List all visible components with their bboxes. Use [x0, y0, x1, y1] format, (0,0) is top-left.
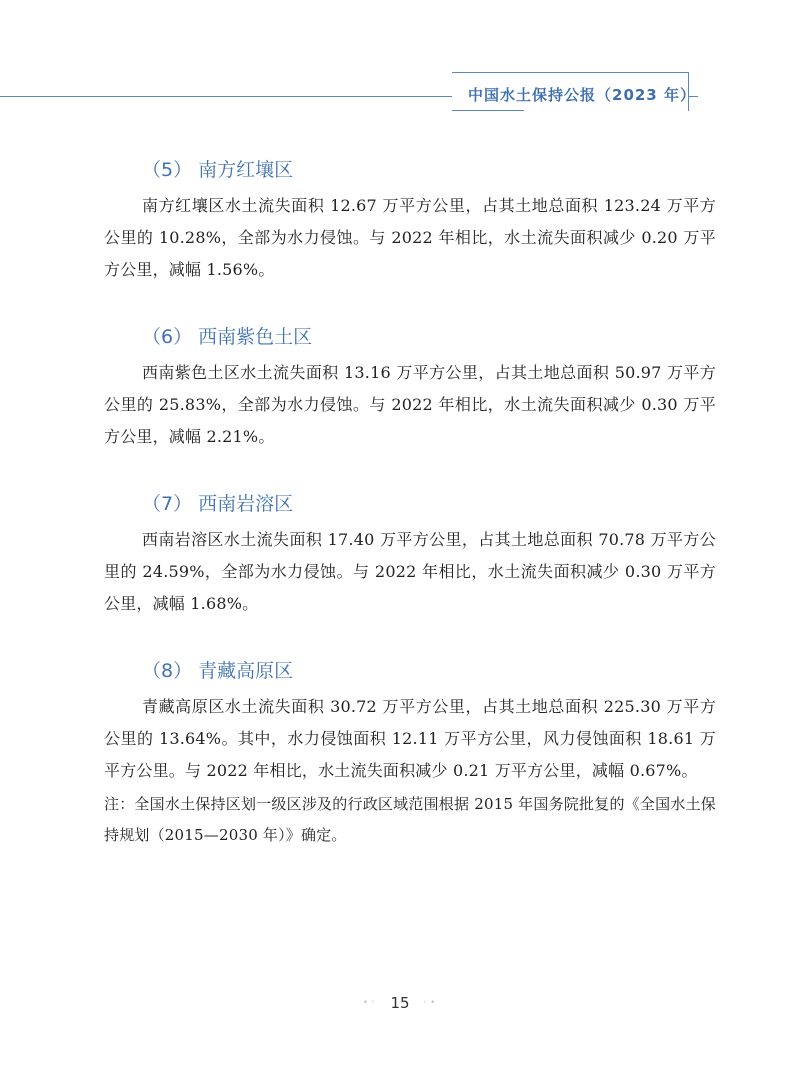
- running-header-title: 中国水土保持公报（2023 年）: [468, 86, 696, 104]
- section-paragraph: 南方红壤区水土流失面积 12.67 万平方公里，占其土地总面积 123.24 万平方公里的 10.28%，全部为水力侵蚀。与 2022 年相比，水土流失面积减少 0.20 万平方公里，减幅 1.56%。: [104, 196, 716, 279]
- section-southwest-purple-soil: [104, 317, 716, 453]
- section-heading: （7） 西南岩溶区: [142, 493, 294, 515]
- page-footer: [0, 992, 800, 1012]
- decorative-dots-left: •◦: [362, 997, 378, 1008]
- header-rule: [0, 96, 452, 97]
- section-qinghai-tibet-plateau: [104, 651, 716, 787]
- page-number: 15: [390, 993, 410, 1012]
- section-heading: （6） 西南紫色土区: [142, 326, 313, 348]
- section-southern-red-soil: [104, 150, 716, 286]
- section-heading: （8） 青藏高原区: [142, 660, 294, 682]
- decorative-dots-right: ◦•: [422, 997, 438, 1008]
- section-southwest-karst: [104, 484, 716, 620]
- section-paragraph: 西南紫色土区水土流失面积 13.16 万平方公里，占其土地总面积 50.97 万平方公里的 25.83%，全部为水力侵蚀。与 2022 年相比，水土流失面积减少 0.30 万平方公里，减幅 2.21%。: [104, 363, 716, 446]
- page-content: [104, 150, 716, 851]
- section-paragraph: 西南岩溶区水土流失面积 17.40 万平方公里，占其土地总面积 70.78 万平方公里的 24.59%，全部为水力侵蚀。与 2022 年相比，水土流失面积减少 0.30 万平方公里，减幅 1.68%。: [104, 530, 716, 613]
- footnote: 注：全国水土保持区划一级区涉及的行政区域范围根据 2015 年国务院批复的《全国水土保持规划（2015—2030 年）》确定。: [104, 795, 716, 844]
- section-heading: （5） 南方红壤区: [142, 159, 294, 181]
- section-paragraph: 青藏高原区水土流失面积 30.72 万平方公里，占其土地总面积 225.30 万平方公里的 13.64%。其中，水力侵蚀面积 12.11 万平方公里，风力侵蚀面积 18.61 万平方公里。与 2022 年相比，水土流失面积减少 0.21 万平方公里，减幅 0.67%。: [104, 697, 716, 780]
